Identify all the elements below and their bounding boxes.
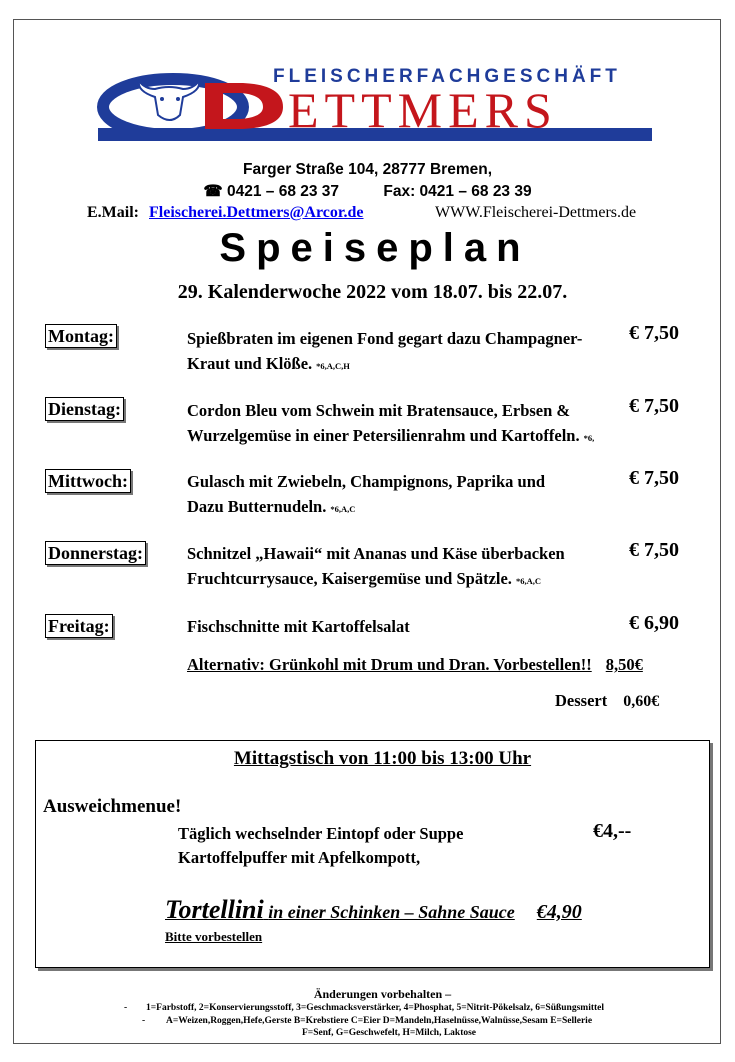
page-title: Speiseplan xyxy=(219,226,531,270)
price-friday: € 6,90 xyxy=(629,612,679,634)
email-label: E.Mail: xyxy=(87,204,139,221)
special-name: Tortellini xyxy=(165,895,264,924)
lunch-line-1-price: €4,-- xyxy=(593,820,632,842)
fax-number: Fax: 0421 – 68 23 39 xyxy=(383,183,532,200)
price-wednesday: € 7,50 xyxy=(629,467,679,489)
dish-line-2-text: Wurzelgemüse in einer Petersilienrahm und Kartoffeln. xyxy=(187,426,580,445)
email-link[interactable]: Fleischerei.Dettmers@Arcor.de xyxy=(149,204,364,221)
dish-line-2 xyxy=(187,351,582,379)
logo-top-text: FLEISCHERFACHGESCHÄFT xyxy=(273,66,621,87)
dish-line-1: Fischschnitte mit Kartoffelsalat xyxy=(187,617,410,636)
logo-name: ETTMERS xyxy=(288,82,558,138)
alternative-price: 8,50€ xyxy=(605,655,643,674)
footer-heading: Änderungen vorbehalten – xyxy=(313,987,452,1001)
dish-line-2 xyxy=(187,494,545,522)
email-row xyxy=(87,204,364,222)
dish-line-1: Gulasch mit Zwiebeln, Champignons, Paprika und xyxy=(187,472,546,491)
day-friday: Freitag: xyxy=(45,614,113,638)
allergens: *6, xyxy=(583,433,595,443)
phone-icon: ☎ xyxy=(203,183,223,200)
ausweich-heading: Ausweichmenue! xyxy=(43,796,182,817)
allergens: *6,A,C,H xyxy=(316,361,350,371)
price-monday: € 7,50 xyxy=(629,322,679,344)
footer-allergens-1: A=Weizen,Roggen,Hefe,Gerste B=Krebstiere C=Eier D=Mandeln,Haselnüsse,Walnüsse,Sesam E=Sellerie xyxy=(166,1016,593,1026)
week-heading: 29. Kalenderwoche 2022 vom 18.07. bis 22.07. xyxy=(177,281,568,303)
dish-line-1: Cordon Bleu vom Schwein mit Bratensauce, Erbsen & xyxy=(187,401,571,420)
dessert-price: 0,60€ xyxy=(623,693,660,710)
special-dish xyxy=(165,895,582,925)
day-wednesday: Mittwoch: xyxy=(45,469,131,493)
allergens: *6,A,C xyxy=(515,576,541,586)
phone-fax-row xyxy=(0,182,735,201)
website: WWW.Fleischerei-Dettmers.de xyxy=(435,204,637,221)
footer-dash-1: - xyxy=(124,1003,128,1013)
footer-allergens-2: F=Senf, G=Geschwefelt, H=Milch, Laktose xyxy=(302,1028,477,1038)
alternative-text: Alternativ: Grünkohl mit Drum und Dran. Vorbestellen!! xyxy=(187,655,592,674)
dish-line-1: Schnitzel „Hawaii“ mit Ananas und Käse überbacken xyxy=(187,544,565,563)
special-description: in einer Schinken – Sahne Sauce xyxy=(268,902,515,922)
day-monday: Montag: xyxy=(45,324,117,348)
dish-line-2-text: Fruchtcurrysauce, Kaisergemüse und Spätzle. xyxy=(187,569,512,588)
dish-line-1: Spießbraten im eigenen Fond gegart dazu Champagner- xyxy=(187,329,583,348)
allergens: *6,A,C xyxy=(330,504,356,514)
dish-thursday xyxy=(187,541,565,594)
dessert xyxy=(555,691,659,711)
phone-number: 0421 – 68 23 37 xyxy=(227,183,340,200)
footer-additives: 1=Farbstoff, 2=Konservierungsstoff, 3=Geschmacksverstärker, 4=Phosphat, 5=Nitrit-Pökelsalz, 6=Süßungsmittel xyxy=(146,1003,605,1013)
dish-line-2 xyxy=(187,423,594,451)
dettmers-logo xyxy=(93,63,652,145)
lunch-title: Mittagstisch von 11:00 bis 13:00 Uhr xyxy=(233,748,532,769)
price-tuesday: € 7,50 xyxy=(629,395,679,417)
dish-monday xyxy=(187,326,582,379)
footer-dash-2: - xyxy=(142,1016,146,1026)
dish-tuesday xyxy=(187,398,594,451)
day-tuesday: Dienstag: xyxy=(45,397,124,421)
lunch-line-1: Täglich wechselnder Eintopf oder Suppe xyxy=(178,824,464,843)
dish-line-2 xyxy=(187,566,565,594)
dish-line-2-text: Kraut und Klöße. xyxy=(187,354,313,373)
dish-friday xyxy=(187,614,410,639)
alternative-offer xyxy=(187,655,643,675)
dish-line-2-text: Dazu Butternudeln. xyxy=(187,497,327,516)
dessert-label: Dessert xyxy=(555,691,608,710)
dish-wednesday xyxy=(187,469,545,522)
lunch-line-2: Kartoffelpuffer mit Apfelkompott, xyxy=(178,848,421,867)
special-price: €4,90 xyxy=(536,901,582,923)
day-thursday: Donnerstag: xyxy=(45,541,146,565)
street-address: Farger Straße 104, 28777 Bremen, xyxy=(243,161,492,178)
preorder-note: Bitte vorbestellen xyxy=(165,929,263,944)
price-thursday: € 7,50 xyxy=(629,539,679,561)
